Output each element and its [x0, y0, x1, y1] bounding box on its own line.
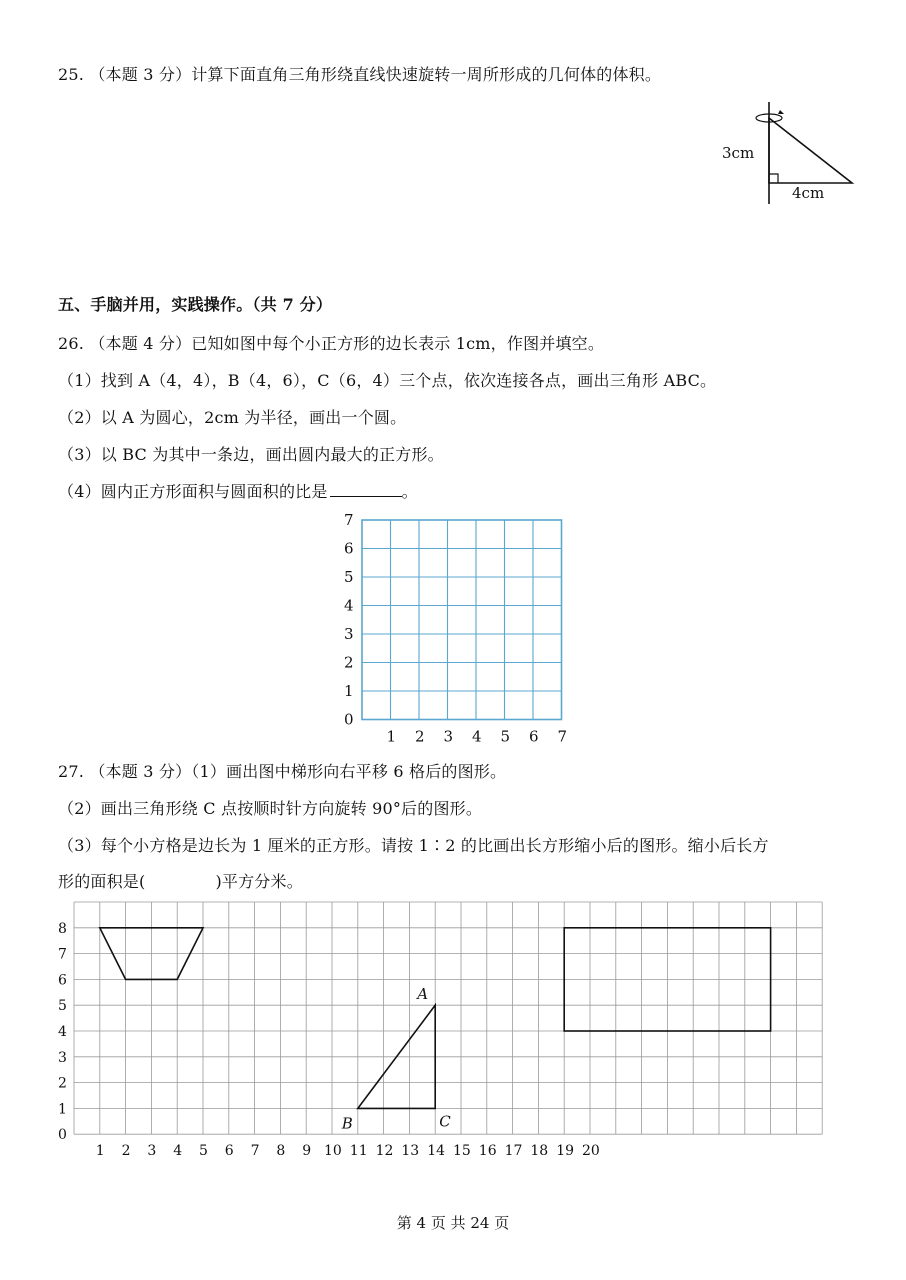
q26-intro: 26. （本题 4 分）已知如图中每个小正方形的边长表示 1cm，作图并填空。: [58, 334, 605, 353]
grid26-x-label: 1: [386, 727, 397, 744]
q27-step2: （2）画出三角形绕 C 点按顺时针方向旋转 90°后的图形。: [58, 799, 483, 818]
q25-rotation-figure: [720, 100, 870, 210]
grid27-x-label: 11: [349, 1143, 368, 1160]
point-b-label: B: [341, 1114, 353, 1133]
q25-height-label: 3cm: [722, 144, 755, 162]
grid27-y-label: 3: [58, 1049, 67, 1066]
grid27-x-label: 16: [478, 1143, 497, 1160]
grid26-y-label: 2: [344, 653, 354, 672]
q26-step4-text: （4）圆内正方形面积与圆面积的比是: [58, 482, 328, 501]
grid27-x-label: 17: [504, 1143, 523, 1160]
grid27-x-label: 15: [453, 1143, 471, 1160]
grid26-y-label: 4: [344, 596, 354, 615]
point-a-label: A: [417, 985, 429, 1004]
grid27-y-label: 0: [58, 1127, 67, 1144]
grid27-y-label: 4: [58, 1024, 67, 1040]
q27-step3-cont: [58, 869, 303, 892]
q26-step4: [58, 479, 418, 502]
q26-step1: （1）找到 A（4，4），B（4，6），C（6，4）三个点，依次连接各点，画出三角形 ABC。: [58, 371, 717, 390]
grid26-y-label: 7: [344, 511, 354, 529]
grid26-y-label: 5: [344, 568, 354, 586]
q27-step3b-text: 形的面积是(: [58, 872, 146, 891]
page-footer: 第 4 页 共 24 页: [396, 1214, 510, 1232]
grid27-y-label: 7: [58, 946, 67, 963]
q25-base-label: 4cm: [792, 184, 825, 202]
q27-intro: 27. （本题 3 分）（1）画出图中梯形向右平移 6 格后的图形。: [58, 762, 507, 781]
point-c-label: C: [439, 1112, 451, 1131]
q26-coordinate-grid: [335, 508, 575, 744]
grid27-x-label: 5: [199, 1143, 208, 1160]
grid27-x-label: 12: [375, 1143, 394, 1160]
q25-text: 25. （本题 3 分）计算下面直角三角形绕直线快速旋转一周所形成的几何体的体积。: [58, 65, 662, 84]
grid27-x-label: 18: [530, 1143, 549, 1160]
grid27-y-label: 1: [58, 1101, 67, 1118]
grid27-x-label: 13: [401, 1143, 420, 1160]
grid26-x-label: 3: [443, 727, 454, 744]
q26-answer-blank[interactable]: [330, 482, 402, 497]
q27-step3b-end: )平方分米。: [215, 872, 303, 891]
grid26-x-label: 7: [557, 727, 568, 744]
grid27-x-label: 19: [556, 1143, 575, 1160]
grid27-y-label: 2: [58, 1075, 67, 1092]
grid26-x-label: 2: [415, 727, 425, 744]
grid26-x-label: 5: [500, 727, 511, 744]
q27-step3: （3）每个小方格是边长为 1 厘米的正方形。请按 1∶2 的比画出长方形缩小后的图形。缩小后长方: [58, 836, 769, 855]
grid27-x-label: 20: [582, 1143, 600, 1160]
q27-drawing-grid: [50, 895, 860, 1165]
grid27-x-label: 10: [324, 1143, 342, 1160]
grid27-x-label: 14: [427, 1143, 446, 1160]
grid26-y-label: 0: [344, 710, 354, 729]
grid27-x-label: 3: [147, 1143, 157, 1160]
grid27-x-label: 6: [224, 1143, 234, 1160]
grid27-x-label: 8: [276, 1143, 286, 1160]
grid27-x-label: 7: [250, 1143, 260, 1160]
grid26-y-label: 6: [344, 539, 354, 558]
grid27-x-label: 2: [121, 1143, 131, 1160]
grid27-x-label: 9: [302, 1143, 312, 1160]
grid26-border: [362, 520, 562, 720]
grid26-x-label: 6: [529, 727, 539, 744]
grid27-y-label: 8: [58, 920, 67, 937]
q26-step3: （3）以 BC 为其中一条边，画出圆内最大的正方形。: [58, 445, 444, 464]
grid27-y-label: 6: [58, 972, 67, 989]
grid27-y-label: 5: [58, 998, 67, 1015]
q26-step4-end: 。: [401, 482, 418, 501]
q26-step2: （2）以 A 为圆心，2cm 为半径，画出一个圆。: [58, 408, 407, 427]
grid27-x-label: 1: [95, 1143, 105, 1160]
grid27-x-label: 4: [173, 1143, 183, 1160]
section5-title: 五、手脑并用，实践操作。（共 7 分）: [58, 295, 333, 314]
grid26-y-label: 3: [344, 625, 354, 643]
grid26-y-label: 1: [344, 682, 354, 700]
grid26-x-label: 4: [472, 727, 482, 744]
